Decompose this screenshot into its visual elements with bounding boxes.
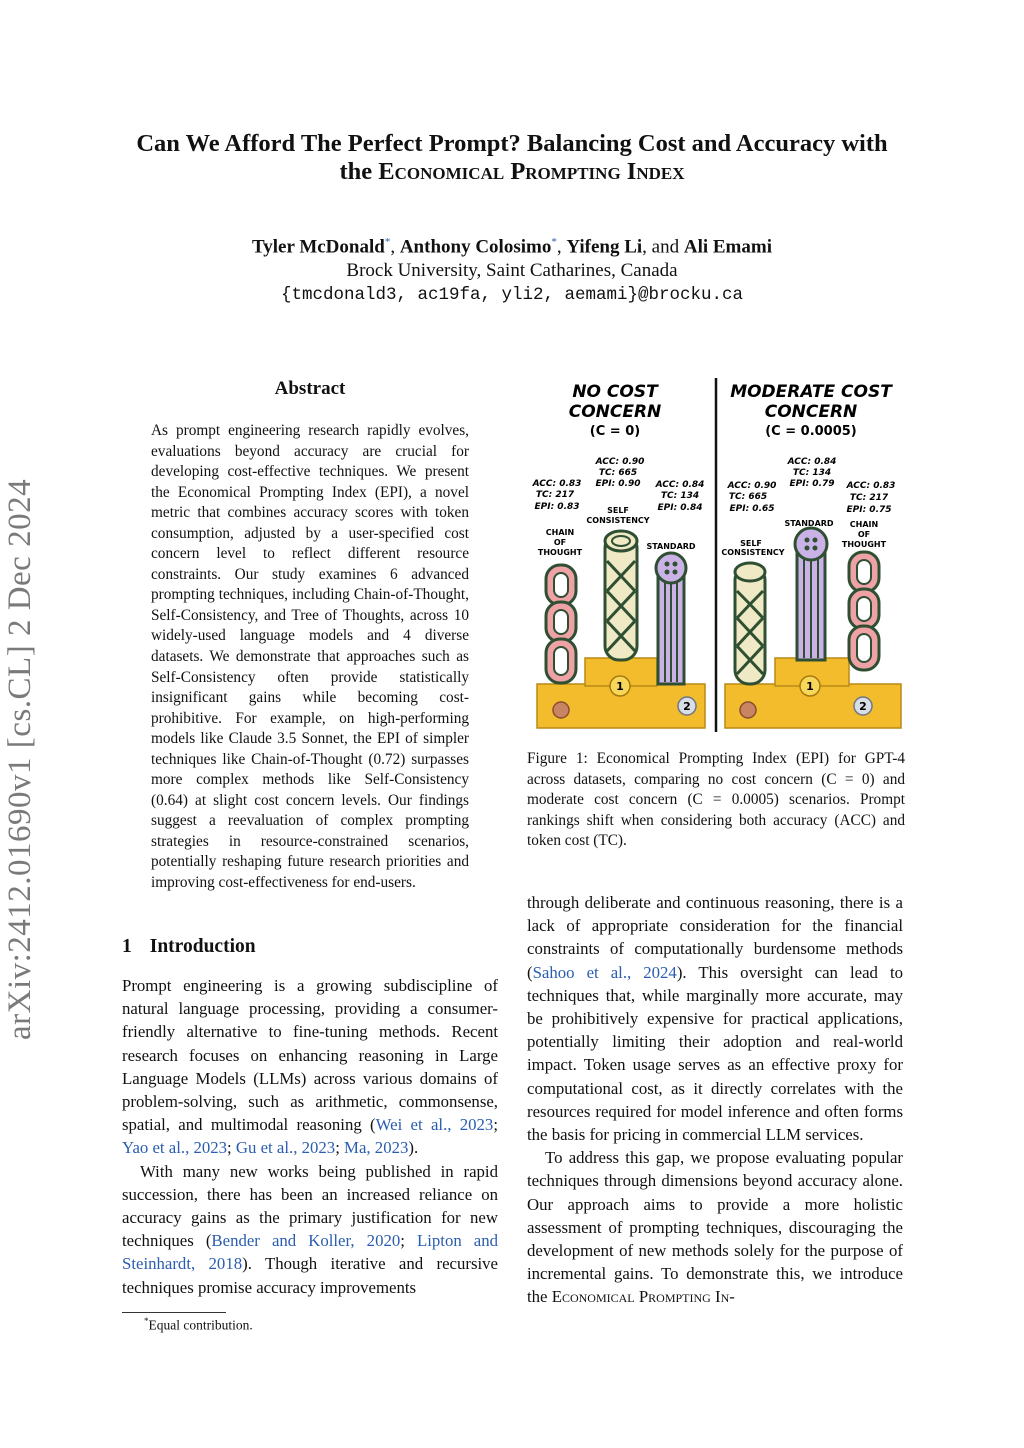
figure-1-illustration [527, 376, 907, 732]
paper-title [100, 130, 924, 186]
intro-column-left [122, 974, 498, 1299]
left-sc-acc: ACC: 0.90 [595, 457, 645, 467]
title-line-2: the Economical Prompting Index [339, 158, 685, 185]
figure-1 [527, 376, 907, 732]
left-std-acc: ACC: 0.84 [655, 480, 705, 490]
left-sc-label-2: CONSISTENCY [586, 516, 650, 525]
left-subtitle: (C = 0) [589, 424, 641, 439]
author-emails: {tmcdonald3, ac19fa, yli2, aemami}@brocku.ca [280, 285, 744, 306]
right-std-tc: TC: 134 [792, 468, 832, 478]
left-medal-bronze [553, 702, 569, 718]
abstract-heading: Abstract [274, 378, 346, 399]
left-title-1: NO COST [572, 382, 658, 402]
author-2: Anthony Colosimo [399, 236, 552, 258]
epi-name: Economical Prompting Index [378, 158, 685, 185]
right-sc-label-2: CONSISTENCY [721, 548, 785, 557]
right-medal-bronze [740, 702, 756, 718]
right-sc-label-1: SELF [740, 539, 762, 548]
citation-lipton-2018[interactable]: Lipton and Steinhardt, 2018 [122, 1231, 499, 1274]
right-cot-tc: TC: 217 [849, 493, 889, 503]
author-4: Ali Emami [683, 236, 772, 258]
abstract-text: As prompt engineering research rapidly evolves, evaluations beyond accuracy are crucial for developing cost-effective techniques. We present the Economical Prompting Index (EPI), a novel metric that combines accuracy scores with token consumption, adjusted by a user-specified cost concern level to reflect different resource constraints. Our study examines 6 advanced prompting techniques, including Chain-of-Thought, Self-Consistency, and Tree of Thoughts, across 10 widely-used language models and 4 diverse datasets. We demonstrate that approaches such as Self-Consistency often provide statistically insignificant gains while becoming cost-prohibitive. For example, on high-performing models like Claude 3.5 Sonnet, the EPI of simpler techniques like Chain-of-Thought (0.72) surpasses more complex methods like Self-Consistency (0.64) at slight cost concern levels. Our findings suggest a reevaluation of complex prompting strategies in resource-constrained scenarios, potentially reshaping future research priorities and improving cost-effectiveness for end-users. [151, 422, 469, 892]
left-title-2: CONCERN [568, 402, 662, 422]
right-title-1: MODERATE COST [730, 382, 892, 402]
figure-1-caption: Figure 1: Economical Prompting Index (EPI) for GPT-4 across datasets, comparing no cost concern (C = 0) and moderate cost concern (C = 0.0005) scenarios. Prompt rankings shift when considering both accuracy (ACC) and token cost (TC). [527, 750, 905, 850]
left-standard-figure [656, 553, 686, 684]
right-title-2: CONCERN [764, 402, 858, 422]
intro-paragraph-4: To address this gap, we propose evaluating popular techniques through dimensions beyond accuracy alone. Our approach aims to provide a more holistic assessment of prompting techniques, discouraging the development of new methods solely for the purpose of incremental gains. To demonstrate this, we introduce the Economical Prompting In- [527, 1148, 903, 1307]
right-cot-label-2: OF [857, 530, 871, 539]
left-sc-label-1: SELF [607, 506, 629, 515]
intro-paragraph-1: Prompt engineering is a growing subdiscipline of natural language processing, providing a consumer-friendly alternative to fine-tuning methods. Recent research focuses on enhancing reasoning in Large Language Models (LLMs) across various domains of problem-solving, such as arithmetic, commonsense, spatial, and multimodal reasoning (Wei et al., 2023; Yao et al., 2023; Gu et al., 2023; Ma, 2023). [122, 976, 498, 1158]
intro-paragraph-3: through deliberate and continuous reasoning, there is a lack of appropriate consideration for the financial constraints of computationally burdensome methods (Sahoo et al., 2024). This oversight can lead to techniques that, while marginally more accurate, may be prohibitively expensive for practical applications, potentially limiting their adoption and real-world impact. Token usage serves as an effective proxy for computational cost, as it directly correlates with the resources required for model inference and often forms the basis for pricing in commercial LLM services. [527, 893, 903, 1145]
left-cot-tc: TC: 217 [535, 490, 575, 500]
left-chain-figure [546, 565, 576, 683]
citation-sahoo-2024[interactable]: Sahoo et al., 2024 [532, 962, 677, 982]
right-medal-2: 2 [859, 700, 867, 713]
author-list: Tyler McDonald*, Anthony Colosimo*, Yifeng Li, and Ali Emami [252, 236, 772, 258]
right-std-acc: ACC: 0.84 [787, 457, 837, 467]
left-std-epi: EPI: 0.84 [657, 503, 703, 513]
right-cot-label-1: CHAIN [849, 520, 879, 529]
intro-paragraph-2: With many new works being published in rapid succession, there has been an increased reliance on accuracy gains as the primary justification for new techniques (Bender and Koller, 2020; Lipton and Steinhardt, 2018). Though iterative and recursive techniques promise accuracy improvements [122, 1161, 499, 1297]
section-heading-introduction: 1 Introduction [122, 936, 256, 957]
right-medal-1: 1 [806, 680, 814, 693]
right-sc-tc: TC: 665 [728, 492, 768, 502]
left-medal-2: 2 [683, 700, 691, 713]
citation-gu-2023[interactable]: Gu et al., 2023 [235, 1138, 336, 1158]
citation-wei-2023[interactable]: Wei et al., 2023 [375, 1115, 494, 1135]
right-cot-acc: ACC: 0.83 [846, 481, 896, 491]
author-3: Yifeng Li [566, 236, 643, 258]
citation-bender-2020[interactable]: Bender and Koller, 2020 [211, 1231, 401, 1251]
footnote: *Equal contribution. [144, 1316, 253, 1333]
right-sc-epi: EPI: 0.65 [729, 504, 775, 514]
left-std-tc: TC: 134 [660, 491, 700, 501]
intro-column-right [527, 891, 903, 1309]
author-1: Tyler McDonald [252, 236, 385, 258]
left-cot-label-2: OF [553, 538, 567, 547]
left-cot-acc: ACC: 0.83 [532, 479, 582, 489]
citation-ma-2023[interactable]: Ma, 2023 [344, 1138, 409, 1158]
left-cot-label-1: CHAIN [545, 528, 575, 537]
left-sc-epi: EPI: 0.90 [595, 479, 641, 489]
arxiv-identifier: arXiv:2412.01690v1 [cs.CL] 2 Dec 2024 [2, 478, 38, 1040]
right-standard-figure [795, 528, 827, 660]
title-line-1: Can We Afford The Perfect Prompt? Balancing Cost and Accuracy with [136, 130, 888, 157]
panel-moderate-cost [721, 382, 901, 728]
footnote-rule [122, 1312, 226, 1313]
left-std-label: STANDARD [646, 542, 696, 551]
left-cot-label-3: THOUGHT [537, 548, 583, 557]
right-chain-figure [849, 552, 879, 670]
right-std-epi: EPI: 0.79 [789, 479, 835, 489]
panel-no-cost [532, 382, 705, 728]
left-self-consistency-figure [605, 531, 637, 660]
affiliation: Brock University, Saint Catharines, Canada [346, 260, 678, 282]
right-cot-epi: EPI: 0.75 [846, 505, 892, 515]
right-std-label: STANDARD [784, 519, 834, 528]
right-self-consistency-figure [735, 563, 765, 684]
left-sc-tc: TC: 665 [598, 468, 638, 478]
right-cot-label-3: THOUGHT [841, 540, 887, 549]
author-block [100, 230, 924, 307]
citation-yao-2023[interactable]: Yao et al., 2023 [122, 1138, 228, 1158]
right-sc-acc: ACC: 0.90 [727, 481, 777, 491]
left-medal-1: 1 [616, 680, 624, 693]
left-cot-epi: EPI: 0.83 [534, 502, 580, 512]
right-subtitle: (C = 0.0005) [765, 424, 857, 439]
